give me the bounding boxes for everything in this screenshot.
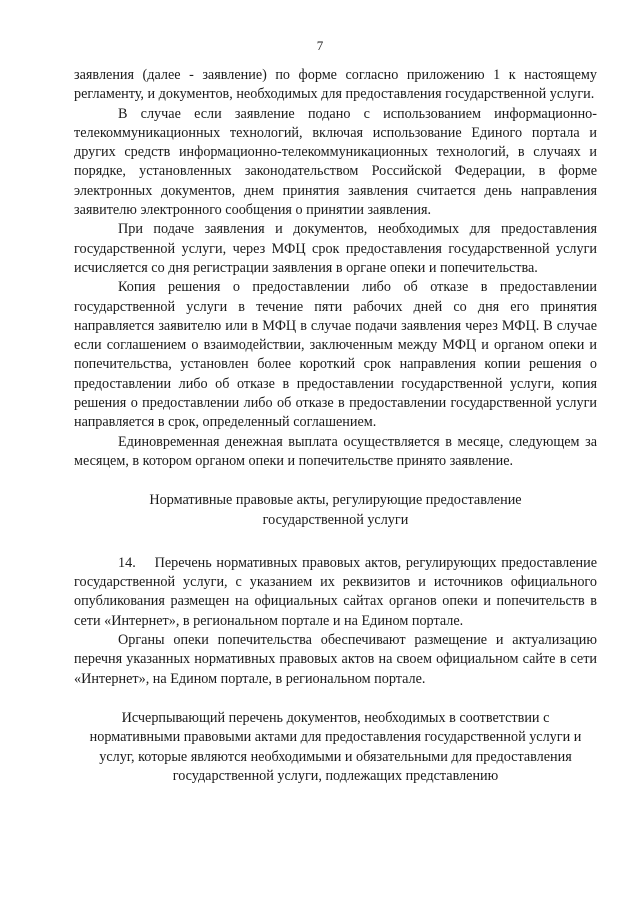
paragraph-continuation: заявления (далее - заявление) по форме согласно приложению 1 к настоящему регламенту, и документов, необходимых для предоставления государственной услуги. xyxy=(74,67,597,103)
paragraph-acts-publication: Органы опеки попечительства обеспечивают размещение и актуализацию перечня указанных нормативных правовых актов на своем официальном сайте в сети «Интернет», на Едином портале, в региональном портале. xyxy=(74,632,597,687)
section-heading-required-documents: Исчерпывающий перечень документов, необходимых в соответствии с нормативными правовыми актами для предоставления государственной услуги и услуг, которые являются необходимыми и обязательными для предоставления государственной услуги, подлежащих представлению xyxy=(89,709,582,784)
paragraph-electronic-submission: В случае если заявление подано с использованием информационно-телекоммуникационных технологий, включая использование Единого портала и других средств информационно-телекоммуникационных технологий, в случаях и порядке, установленных законодательством Российской Федерации, в форме электронных документов, днем принятия заявления считается день направления заявителю электронного сообщения о принятии заявления. xyxy=(74,105,597,219)
page-number: 7 xyxy=(316,38,324,53)
paragraph-14-list-of-acts: 14. Перечень нормативных правовых актов, регулирующих предоставление государственной услуги, с указанием их реквизитов и источников официального опубликования размещен на официальных сайтах органов опеки и попечительств в сети «Интернет», в региональном портале и на Едином портале. xyxy=(74,554,597,629)
paragraph-decision-copy: Копия решения о предоставлении либо об отказе в предоставлении государственной услуги в течение пяти рабочих дней со дня его принятия направляется заявителю или в МФЦ в случае подачи заявления через МФЦ. В случае если соглашением о взаимодействии, заключенным между МФЦ и органом опеки и попечительства, установлен более короткий срок направления копии решения о предоставлении либо об отказе в предоставлении государственной услуги, копия решения о предоставлении либо об отказе в предоставлении государственной услуги направляется в срок, определенный соглашением. xyxy=(74,279,597,431)
paragraph-payment: Единовременная денежная выплата осуществляется в месяце, следующем за месяцем, в котором органом опеки и попечительстве принято заявление. xyxy=(74,433,597,469)
document-body xyxy=(74,66,597,786)
paragraph-mfc-submission: При подаче заявления и документов, необходимых для предоставления государственной услуги, через МФЦ срок предоставления государственной услуги исчисляется со дня регистрации заявления в органе опеки и попечительства. xyxy=(74,221,597,276)
section-heading-legal-acts: Нормативные правовые акты, регулирующие предоставление государственной услуги xyxy=(149,492,522,528)
